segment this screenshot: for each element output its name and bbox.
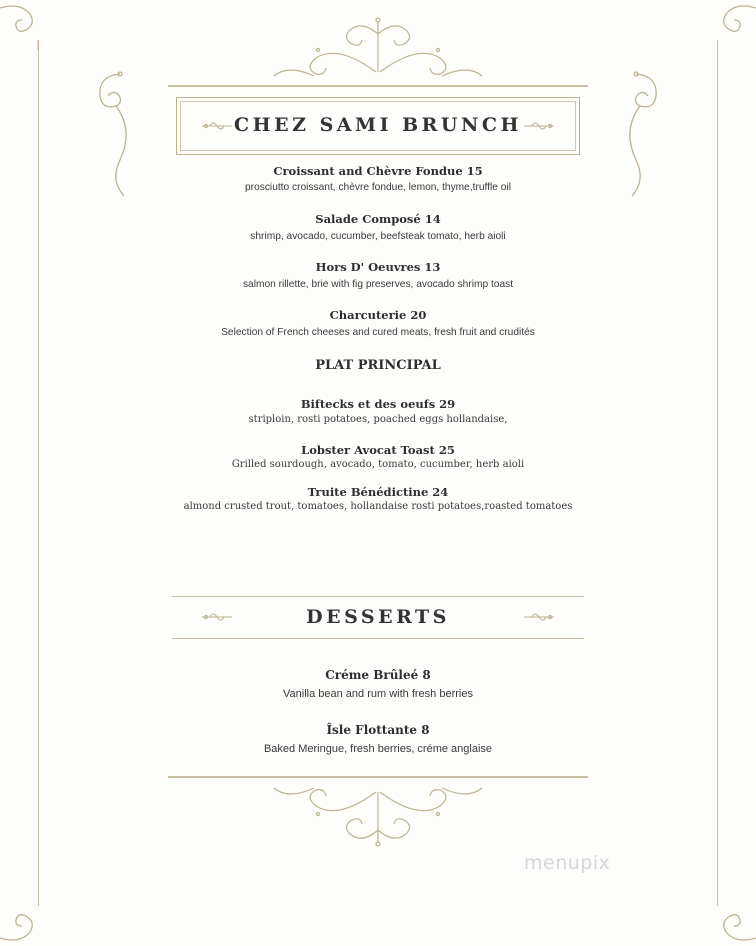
corner-ornament-top-right-icon <box>696 0 756 50</box>
desserts-bottom-line <box>172 638 584 639</box>
desserts-top-line <box>172 596 584 597</box>
item-name: Salade Composé 14 <box>315 212 441 226</box>
bottom-filigree-icon <box>258 780 498 850</box>
watermark: menupix <box>524 852 611 874</box>
item-name: Charcuterie 20 <box>329 308 427 322</box>
item-description: almond crusted trout, tomatoes, hollandaise rosti potatoes,roasted tomatoes <box>183 501 573 512</box>
item-name: Lobster Avocat Toast 25 <box>301 443 455 457</box>
bottom-divider-line <box>168 776 588 778</box>
item-name: Truite Bénédictine 24 <box>307 485 449 499</box>
top-divider-line <box>168 85 588 87</box>
item-description: salmon rillette, brie with fig preserves, avocado shrimp toast <box>242 279 514 290</box>
item-name: Hors D' Oeuvres 13 <box>315 260 441 274</box>
corner-ornament-top-left-icon <box>0 0 60 50</box>
item-description: Grilled sourdough, avocado, tomato, cucumber, herb aioli <box>231 459 525 470</box>
corner-ornament-bottom-left-icon <box>0 896 60 946</box>
item-name: Biftecks et des oeufs 29 <box>300 397 456 411</box>
item-name: Croissant and Chèvre Fondue 15 <box>273 164 483 178</box>
desserts-heading: DESSERTS <box>306 606 450 628</box>
item-name: Créme Brûleé 8 <box>325 668 431 682</box>
item-description: Baked Meringue, fresh berries, créme anglaise <box>263 743 493 755</box>
corner-ornament-bottom-right-icon <box>696 896 756 946</box>
item-description: Vanilla bean and rum with fresh berries <box>283 688 473 700</box>
top-filigree-icon <box>258 14 498 84</box>
menu-title: CHEZ SAMI BRUNCH <box>234 114 522 136</box>
item-name: Îsle Flottante 8 <box>326 723 430 737</box>
item-description: prosciutto croissant, chèvre fondue, lemon, thyme,truffle oil <box>245 182 511 193</box>
plat-principal-heading: PLAT PRINCIPAL <box>315 358 441 373</box>
item-description: Selection of French cheeses and cured meats, fresh fruit and crudités <box>221 327 535 338</box>
item-description: striploin, rosti potatoes, poached eggs hollandaise, <box>248 414 508 425</box>
item-description: shrimp, avocado, cucumber, beefsteak tomato, herb aioli <box>250 231 506 242</box>
